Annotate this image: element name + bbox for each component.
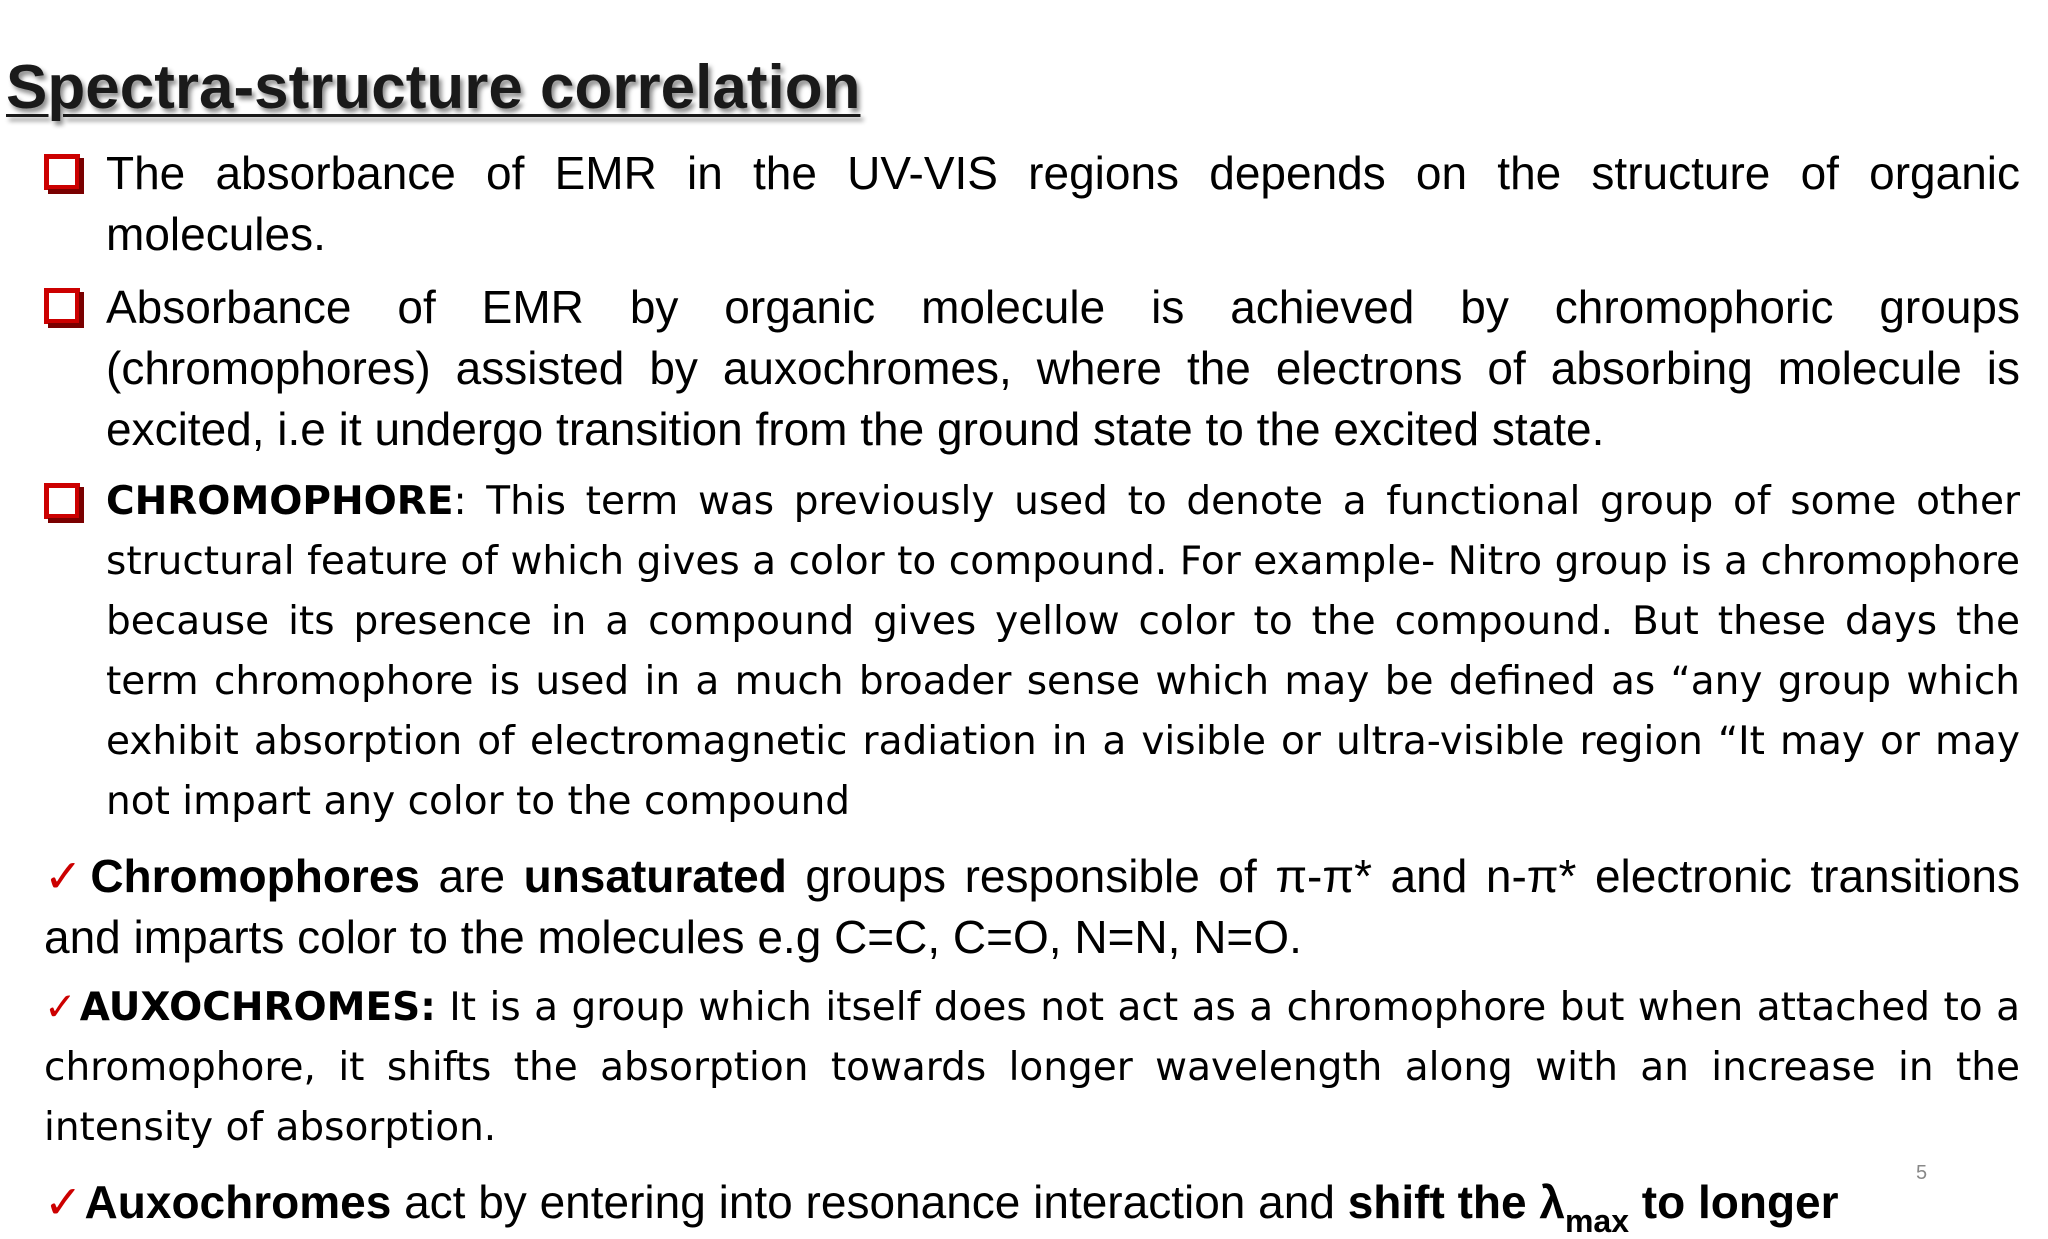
bullet-item-3 — [44, 472, 2020, 832]
bullet-text: The absorbance of EMR in the UV-VIS regions depends on the structure of organic molecules. — [106, 147, 2020, 260]
check-bold-term: shift the λ — [1347, 1176, 1565, 1228]
lambda-max-subscript: max — [1564, 1203, 1629, 1239]
checkmark-icon: ✓ — [44, 1175, 83, 1229]
chromophore-definition: : This term was previously used to denote a functional group of some other structural feature of which gives a color to compound. For example- Nitro group is a chromophore because its presence in a compound gives yellow color to the compound. But these days the term chromophore is used in a much broader sense which may be defined as “any group which exhibit absorption of electromagnetic radiation in a visible or ultra-visible region “It may or may not impart any color to the compound — [106, 479, 2020, 824]
check-bold-term: Chromophores — [90, 850, 420, 902]
check-text: are — [420, 850, 524, 902]
check-bold-term: Auxochromes — [84, 1176, 392, 1228]
check-text: It is a group which itself does not act as a chromophore but when attached to a chromophore, it shifts the absorption towards longer wavelength along with an increase in the intensity of absorption. — [44, 985, 2020, 1150]
bullet-item-1 — [44, 143, 2020, 265]
bullet-item-2 — [44, 277, 2020, 460]
square-bullet-icon — [44, 288, 80, 324]
bullet-text: Absorbance of EMR by organic molecule is achieved by chromophoric groups (chromophores) assisted by auxochromes, where the electrons of absorbing molecule is excited, i.e it undergo transition from the ground state to the excited state. — [106, 281, 2020, 455]
check-text: groups responsible of π-π* and n-π* electronic transitions and imparts color to the molecules e.g C=C, C=O, N=N, N=O. — [44, 850, 2021, 963]
slide-title: Spectra-structure correlation — [6, 53, 861, 122]
check-bold-term: unsaturated — [523, 850, 787, 902]
bullet-text — [106, 472, 2020, 832]
checkmark-icon: ✓ — [44, 849, 89, 903]
check-bold-term: AUXOCHROMES: — [79, 985, 436, 1030]
square-bullet-icon — [44, 154, 80, 190]
square-bullet-icon — [44, 483, 80, 519]
check-bold-term: to longer — [1628, 1176, 1839, 1228]
check-item-1 — [44, 846, 2020, 968]
check-text: act by entering into resonance interaction and — [391, 1176, 1348, 1228]
checkmark-icon: ✓ — [44, 985, 78, 1030]
page-number: 5 — [1916, 1162, 1928, 1184]
check-item-2 — [44, 978, 2020, 1158]
chromophore-term: CHROMOPHORE — [106, 479, 454, 524]
check-item-3 — [44, 1172, 2020, 1239]
